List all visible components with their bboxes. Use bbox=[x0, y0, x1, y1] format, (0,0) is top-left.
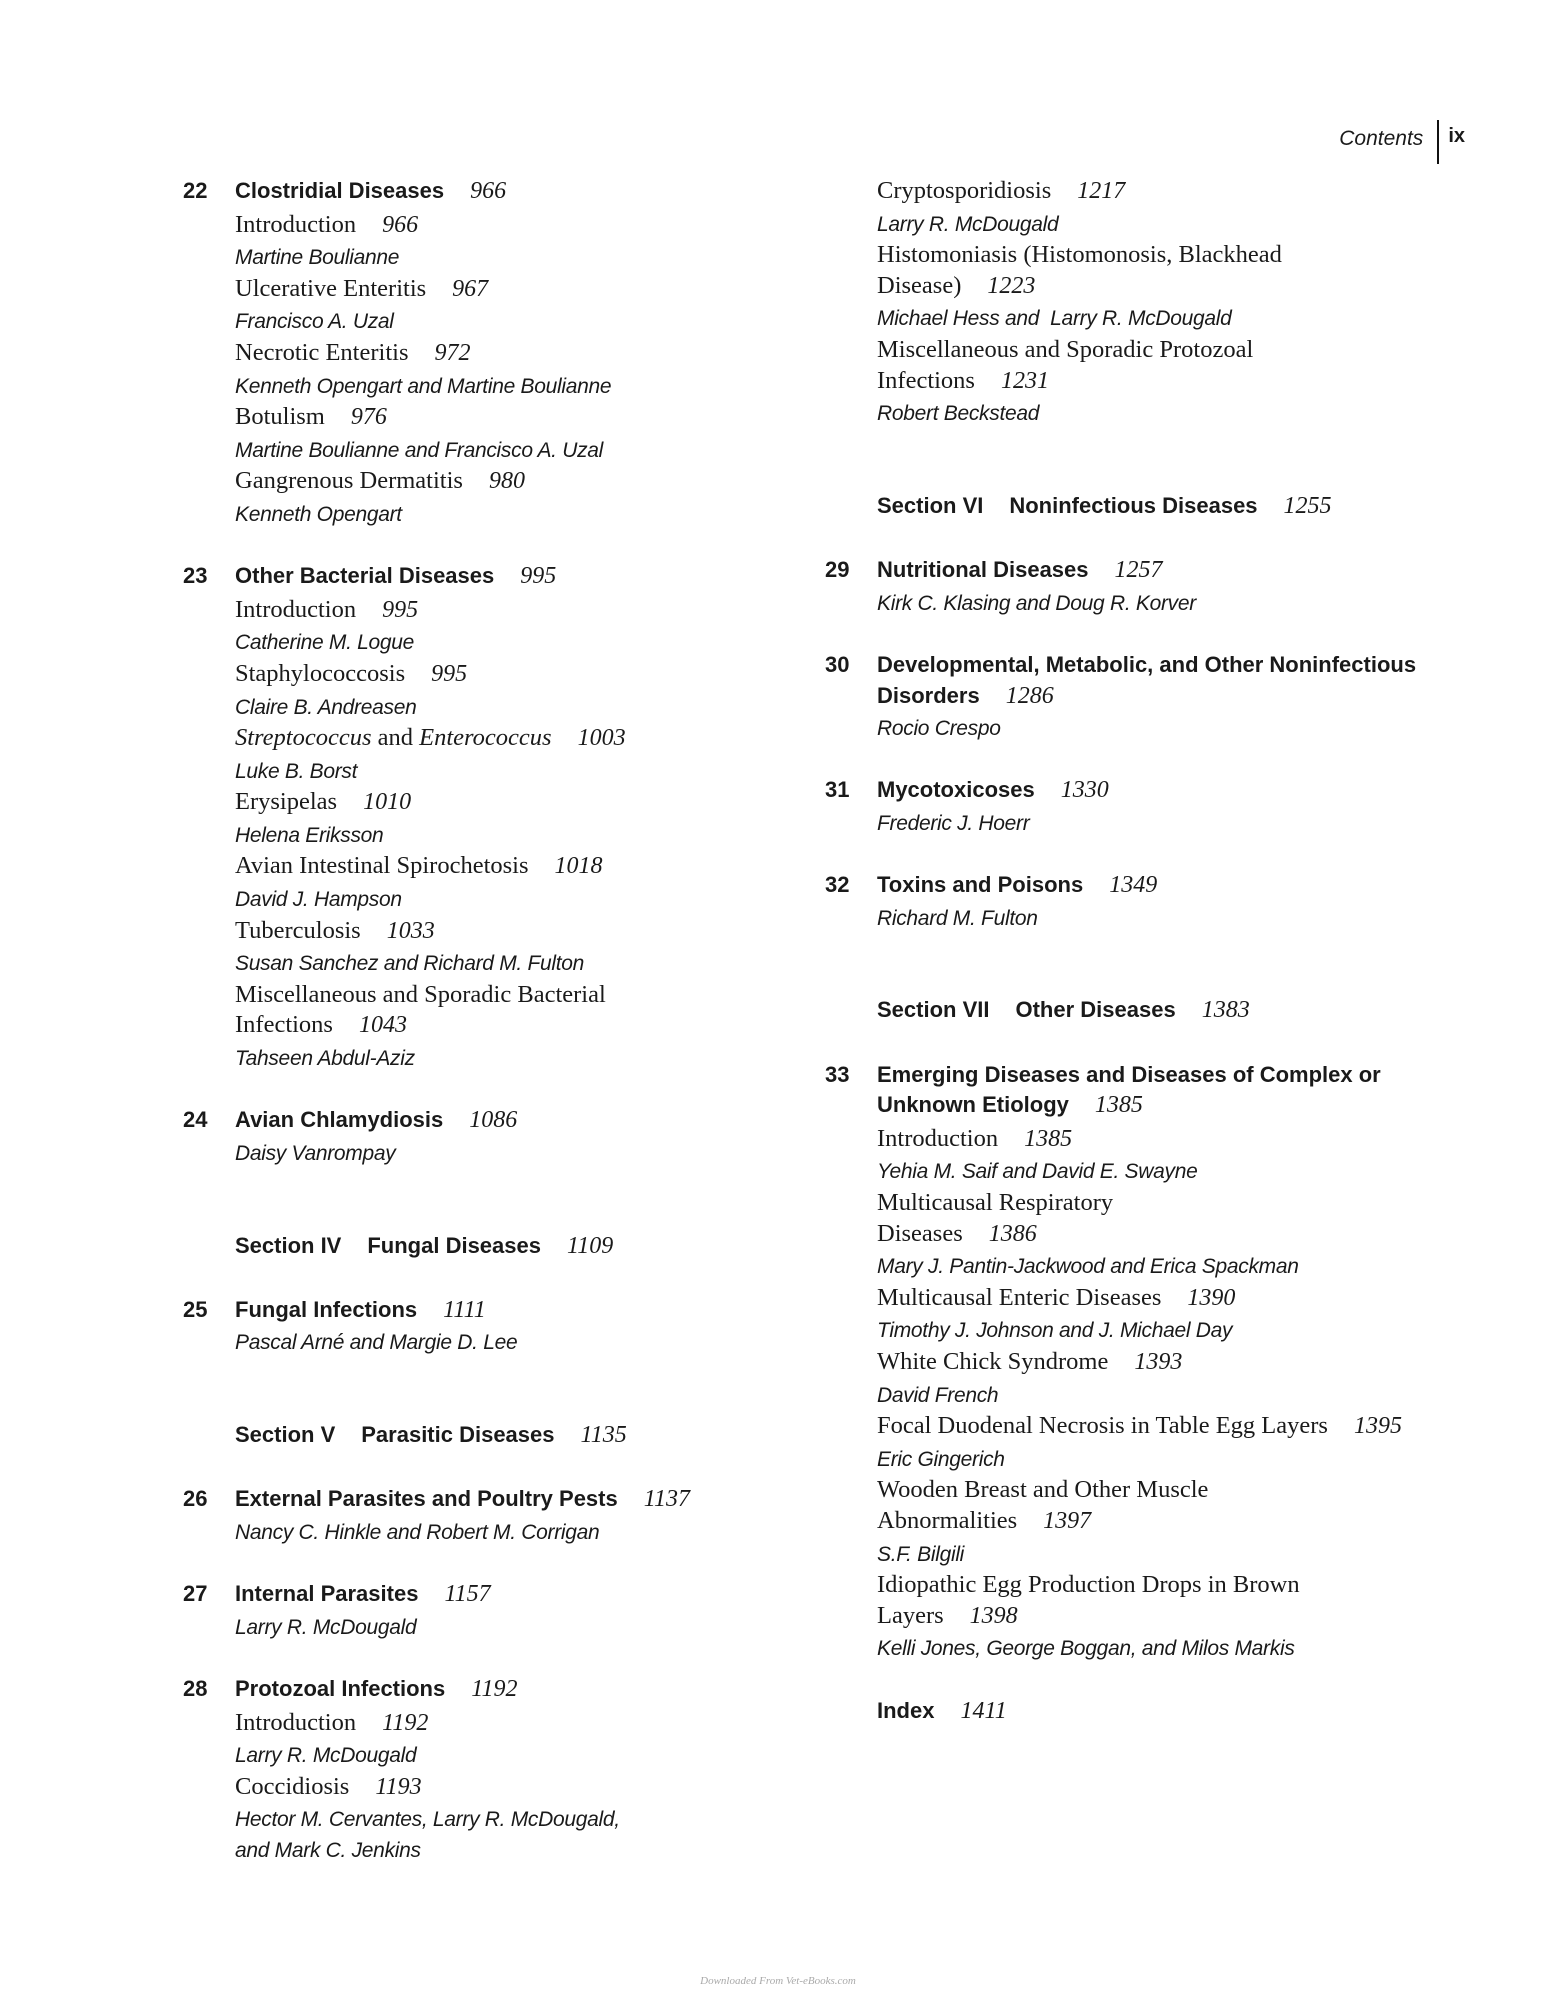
subsection-page: 1398 bbox=[969, 1602, 1018, 1629]
subsection-page: 1385 bbox=[1024, 1125, 1073, 1152]
chapter-page: 1192 bbox=[471, 1675, 518, 1702]
chapter-title: Nutritional Diseases bbox=[877, 557, 1089, 583]
section-name: Parasitic Diseases bbox=[361, 1422, 555, 1448]
header-divider bbox=[1437, 120, 1439, 164]
subsection-page: 1231 bbox=[1000, 367, 1049, 394]
author-line: Daisy Vanrompay bbox=[235, 1141, 396, 1165]
section-label: Section VI bbox=[877, 492, 984, 518]
subsection-title-cont: Infections bbox=[235, 1011, 333, 1039]
section-page: 1383 bbox=[1201, 997, 1250, 1024]
chapter-page: 995 bbox=[520, 563, 557, 590]
author-line: Luke B. Borst bbox=[235, 759, 358, 783]
author-line: Larry R. McDougald bbox=[877, 212, 1059, 236]
author-line: Helena Eriksson bbox=[235, 823, 384, 847]
subsection-title-cont: Diseases bbox=[877, 1219, 963, 1247]
author-line: Michael Hess and Larry R. McDougald bbox=[877, 307, 1232, 331]
author-line: Rocio Crespo bbox=[877, 717, 1001, 741]
subsection-title: Coccidiosis bbox=[235, 1772, 350, 1800]
section-label: Section V bbox=[235, 1422, 336, 1448]
subsection-title: Introduction bbox=[235, 210, 357, 238]
subsection-page: 976 bbox=[350, 404, 387, 431]
toc-chapter-28[interactable] bbox=[183, 1674, 723, 1867]
subsection-title: Wooden Breast and Other Muscle bbox=[877, 1476, 1209, 1504]
subsection-page: 1390 bbox=[1187, 1284, 1236, 1311]
subsection-title: Miscellaneous and Sporadic Protozoal bbox=[877, 335, 1254, 363]
subsection-title: Introduction bbox=[877, 1124, 999, 1152]
chapter-page: 1330 bbox=[1060, 777, 1109, 804]
author-line: Robert Beckstead bbox=[877, 402, 1040, 426]
toc-section-vi[interactable] bbox=[825, 491, 1465, 525]
chapter-title: External Parasites and Poultry Pests bbox=[235, 1486, 618, 1512]
subsection-title: Introduction bbox=[235, 595, 357, 623]
author-line: Catherine M. Logue bbox=[235, 631, 415, 655]
page-number: ix bbox=[1448, 125, 1465, 147]
toc-chapter-33[interactable] bbox=[825, 1060, 1465, 1665]
subsection-title: Focal Duodenal Necrosis in Table Egg Layers bbox=[877, 1412, 1328, 1440]
section-name: Noninfectious Diseases bbox=[1009, 492, 1258, 518]
subsection-title: Multicausal Enteric Diseases bbox=[877, 1283, 1162, 1311]
author-line: Mary J. Pantin-Jackwood and Erica Spackman bbox=[877, 1255, 1299, 1279]
author-line: Yehia M. Saif and David E. Swayne bbox=[877, 1160, 1198, 1184]
toc-right-column bbox=[825, 176, 1465, 1729]
subsection-title: Histomoniasis (Histomonosis, Blackhead bbox=[877, 241, 1282, 269]
section-label: Section VII bbox=[877, 997, 990, 1023]
toc-chapter-32[interactable] bbox=[825, 870, 1465, 934]
subsection-page: 967 bbox=[452, 275, 489, 302]
chapter-title: Fungal Infections bbox=[235, 1296, 418, 1322]
author-line: Tahseen Abdul-Aziz bbox=[235, 1047, 415, 1071]
subsection-title-cont: Infections bbox=[877, 366, 975, 394]
chapter-title-cont: Disorders bbox=[877, 682, 980, 708]
toc-chapter-31[interactable] bbox=[825, 775, 1465, 839]
subsection-page: 1386 bbox=[988, 1220, 1037, 1247]
chapter-number: 23 bbox=[183, 563, 208, 589]
index-label: Index bbox=[877, 1697, 935, 1723]
subsection-title-cont: Abnormalities bbox=[877, 1506, 1018, 1534]
subsection-title: Multicausal Respiratory bbox=[877, 1189, 1114, 1216]
author-line: Larry R. McDougald bbox=[235, 1744, 417, 1768]
chapter-page: 1385 bbox=[1094, 1092, 1143, 1119]
running-header bbox=[1339, 120, 1465, 166]
subsection-page: 1193 bbox=[375, 1773, 422, 1800]
subsection-title: Introduction bbox=[235, 1708, 357, 1736]
section-name: Fungal Diseases bbox=[367, 1232, 541, 1258]
subsection-page: 1192 bbox=[382, 1709, 429, 1736]
subsection-page: 1217 bbox=[1077, 178, 1126, 204]
subsection-page: 972 bbox=[434, 339, 471, 366]
toc-section-iv[interactable] bbox=[183, 1231, 723, 1265]
chapter-title: Toxins and Poisons bbox=[877, 872, 1084, 898]
section-label: Section IV bbox=[235, 1232, 342, 1258]
author-line: Claire B. Andreasen bbox=[235, 695, 417, 719]
subsection-page: 1397 bbox=[1043, 1507, 1092, 1534]
author-line: Susan Sanchez and Richard M. Fulton bbox=[235, 952, 585, 976]
toc-chapter-29[interactable] bbox=[825, 555, 1465, 619]
subsection-page: 995 bbox=[382, 596, 419, 623]
section-page: 1109 bbox=[567, 1232, 614, 1259]
chapter-number: 32 bbox=[825, 872, 850, 898]
chapter-number: 33 bbox=[825, 1061, 850, 1087]
author-line: Kirk C. Klasing and Doug R. Korver bbox=[877, 591, 1196, 615]
chapter-title: Mycotoxicoses bbox=[877, 777, 1035, 803]
chapter-title: Clostridial Diseases bbox=[235, 178, 445, 203]
subsection-title: Botulism bbox=[235, 403, 325, 431]
toc-left-column bbox=[183, 176, 723, 1866]
chapter-title: Developmental, Metabolic, and Other Noninfectious bbox=[877, 651, 1417, 677]
subsection-title: Avian Intestinal Spirochetosis bbox=[235, 852, 529, 880]
watermark: Downloaded From Vet-eBooks.com bbox=[700, 1975, 856, 1987]
chapter-number: 28 bbox=[183, 1675, 208, 1701]
toc-chapter-30[interactable] bbox=[825, 650, 1465, 745]
chapter-title: Internal Parasites bbox=[235, 1581, 419, 1607]
subsection-title: Miscellaneous and Sporadic Bacterial bbox=[235, 980, 606, 1008]
chapter-number: 26 bbox=[183, 1486, 208, 1512]
author-line: and Mark C. Jenkins bbox=[235, 1838, 421, 1862]
chapter-title-cont: Unknown Etiology bbox=[877, 1092, 1069, 1118]
subsection-page: 1010 bbox=[363, 789, 412, 816]
author-line: Nancy C. Hinkle and Robert M. Corrigan bbox=[235, 1520, 600, 1544]
subsection-page: 980 bbox=[488, 468, 525, 495]
chapter-title: Emerging Diseases and Diseases of Complex or bbox=[877, 1061, 1381, 1087]
subsection-title: Gangrenous Dermatitis bbox=[235, 467, 463, 495]
author-line: Frederic J. Hoerr bbox=[877, 811, 1030, 835]
chapter-page: 1257 bbox=[1114, 557, 1163, 584]
subsection-title: Necrotic Enteritis bbox=[235, 338, 409, 366]
toc-section-v[interactable] bbox=[183, 1420, 723, 1454]
author-line: Timothy J. Johnson and J. Michael Day bbox=[877, 1319, 1233, 1343]
running-header-label: Contents bbox=[1339, 127, 1424, 150]
author-line: Eric Gingerich bbox=[877, 1447, 1005, 1471]
chapter-number: 30 bbox=[825, 651, 850, 677]
subsection-title-genus: Enterococcus bbox=[419, 724, 552, 752]
subsection-title: Idiopathic Egg Production Drops in Brown bbox=[877, 1571, 1300, 1599]
subsection-title: Cryptosporidiosis bbox=[877, 177, 1052, 204]
chapter-page: 1086 bbox=[469, 1107, 518, 1134]
toc-chapter-27[interactable] bbox=[183, 1579, 723, 1643]
subsection-page: 966 bbox=[382, 211, 419, 238]
chapter-number: 22 bbox=[183, 178, 208, 203]
author-line: Pascal Arné and Margie D. Lee bbox=[235, 1331, 518, 1355]
author-line: Richard M. Fulton bbox=[877, 906, 1038, 930]
chapter-number: 24 bbox=[183, 1107, 208, 1133]
subsection-title-genus: Streptococcus bbox=[235, 724, 372, 752]
toc-index[interactable] bbox=[825, 1696, 1465, 1730]
toc-chapter-26[interactable] bbox=[183, 1484, 723, 1548]
subsection-page: 1018 bbox=[554, 853, 603, 880]
author-line: Martine Boulianne bbox=[235, 246, 400, 270]
author-line: David J. Hampson bbox=[235, 888, 402, 912]
chapter-page: 1137 bbox=[643, 1486, 690, 1513]
chapter-page: 1286 bbox=[1005, 682, 1054, 709]
author-line: Francisco A. Uzal bbox=[235, 310, 394, 334]
subsection-title: Staphylococcosis bbox=[235, 659, 406, 687]
author-line: Kenneth Opengart and Martine Boulianne bbox=[235, 374, 612, 398]
chapter-number: 31 bbox=[825, 777, 850, 803]
subsection-page: 995 bbox=[431, 660, 468, 687]
subsection-page: 1393 bbox=[1134, 1348, 1183, 1375]
author-line: Martine Boulianne and Francisco A. Uzal bbox=[235, 438, 604, 462]
chapter-title: Other Bacterial Diseases bbox=[235, 563, 495, 589]
toc-section-vii[interactable] bbox=[825, 995, 1465, 1029]
toc-chapter-24[interactable] bbox=[183, 1105, 723, 1169]
subsection-title: White Chick Syndrome bbox=[877, 1347, 1109, 1375]
toc-chapter-22[interactable] bbox=[183, 176, 723, 531]
author-line: S.F. Bilgili bbox=[877, 1542, 965, 1566]
section-page: 1255 bbox=[1283, 492, 1332, 519]
chapter-page: 966 bbox=[470, 178, 507, 204]
chapter-title: Protozoal Infections bbox=[235, 1675, 446, 1701]
author-line: Larry R. McDougald bbox=[235, 1615, 417, 1639]
toc-chapter-28-continued[interactable] bbox=[825, 176, 1465, 430]
section-name: Other Diseases bbox=[1015, 997, 1176, 1023]
author-line: Kelli Jones, George Boggan, and Milos Markis bbox=[877, 1637, 1295, 1661]
subsection-page: 1043 bbox=[358, 1012, 407, 1039]
author-line: Kenneth Opengart bbox=[235, 502, 402, 526]
subsection-page: 1003 bbox=[577, 725, 626, 752]
toc-chapter-25[interactable] bbox=[183, 1295, 723, 1359]
subsection-title-cont: Layers bbox=[877, 1601, 944, 1629]
chapter-number: 25 bbox=[183, 1296, 208, 1322]
chapter-title: Avian Chlamydiosis bbox=[235, 1107, 444, 1133]
subsection-page: 1033 bbox=[386, 917, 435, 944]
toc-chapter-23[interactable] bbox=[183, 561, 723, 1075]
author-line: Hector M. Cervantes, Larry R. McDougald, bbox=[235, 1808, 620, 1832]
author-line: David French bbox=[877, 1383, 999, 1407]
chapter-number: 27 bbox=[183, 1581, 208, 1607]
index-page: 1411 bbox=[960, 1697, 1007, 1724]
chapter-page: 1111 bbox=[443, 1296, 486, 1323]
subsection-title-conjunction: and bbox=[371, 724, 420, 752]
subsection-page: 1223 bbox=[987, 272, 1036, 299]
subsection-title: Ulcerative Enteritis bbox=[235, 274, 427, 302]
section-page: 1135 bbox=[580, 1422, 627, 1449]
chapter-number: 29 bbox=[825, 557, 850, 583]
subsection-title: Tuberculosis bbox=[235, 916, 361, 944]
subsection-title: Erysipelas bbox=[235, 788, 338, 816]
subsection-title-cont: Disease) bbox=[877, 271, 962, 299]
chapter-page: 1157 bbox=[444, 1581, 491, 1608]
subsection-page: 1395 bbox=[1353, 1413, 1402, 1440]
chapter-page: 1349 bbox=[1109, 872, 1158, 899]
